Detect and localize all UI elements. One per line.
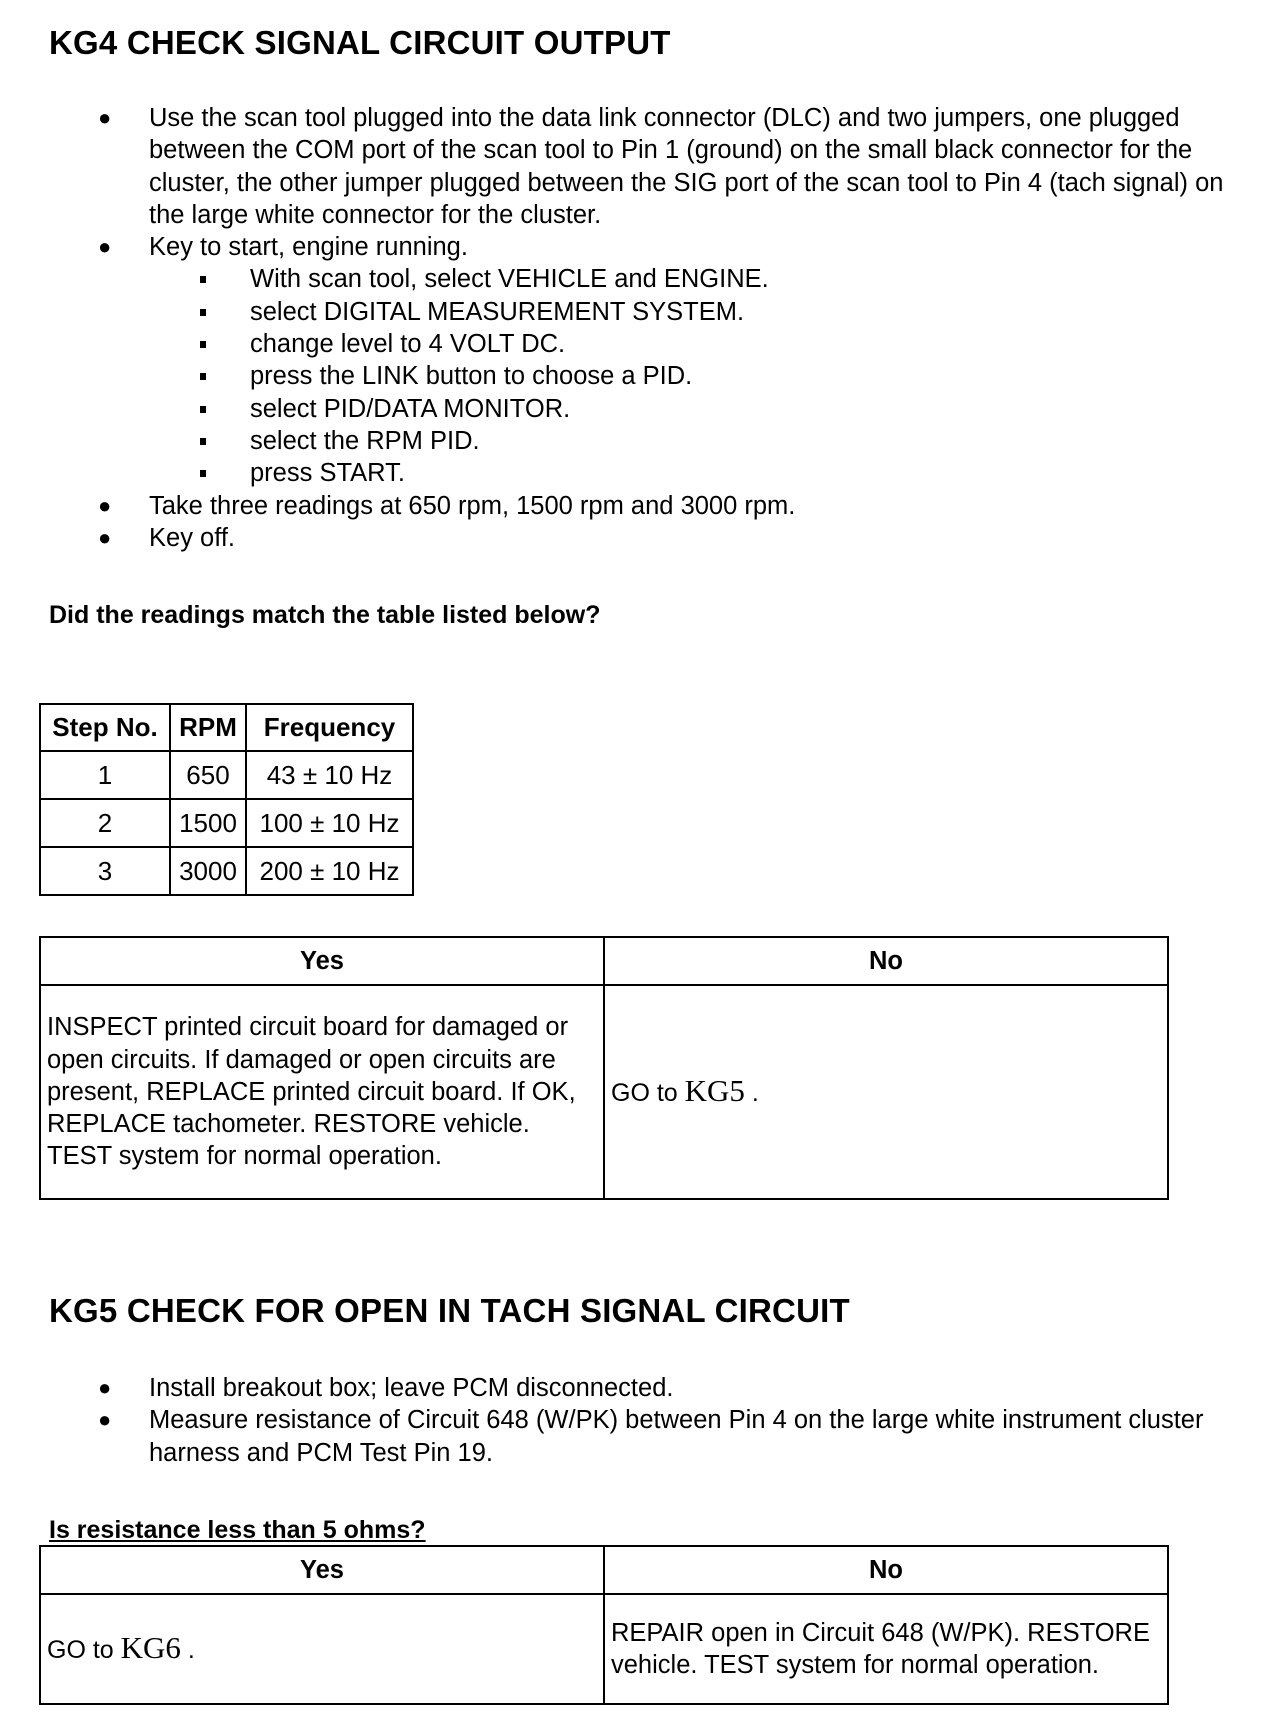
table-row <box>40 985 1168 1199</box>
list-item: ● Key off. <box>0 522 1249 554</box>
sub-list-item: press START. <box>0 457 1150 489</box>
goto-kg6-link[interactable]: KG6 <box>120 1629 181 1665</box>
kg5-yes-no-table <box>39 1545 1169 1705</box>
kg4-sub-step-list <box>149 263 1249 489</box>
goto-kg5-link[interactable]: KG5 <box>684 1072 745 1108</box>
kg5-step-list <box>0 1372 1249 1469</box>
no-header: No <box>604 937 1168 985</box>
kg4-question: Did the readings match the table listed below? <box>49 601 601 629</box>
kg4-heading: KG4 CHECK SIGNAL CIRCUIT OUTPUT <box>49 24 671 61</box>
no-action-cell: GO to KG5 . <box>604 985 1168 1199</box>
yes-header: Yes <box>40 1546 604 1594</box>
yes-action-cell: INSPECT printed circuit board for damaged or open circuits. If damaged or open circuits are present, REPLACE printed circuit board. If OK, REPLACE tachometer. RESTORE vehicle. TEST system for normal operation. <box>40 985 604 1199</box>
table-header-row <box>40 704 413 751</box>
bullet-icon: ● <box>98 105 112 130</box>
table-cell: 1500 <box>170 799 246 847</box>
table-cell: 1 <box>40 751 170 799</box>
sub-list-item: press the LINK button to choose a PID. <box>0 360 1150 392</box>
table-cell: 3000 <box>170 847 246 895</box>
list-item: ● Take three readings at 650 rpm, 1500 rpm and 3000 rpm. <box>0 490 1249 522</box>
table-cell: 100 ± 10 Hz <box>246 799 413 847</box>
bullet-icon: ● <box>98 1375 112 1400</box>
table-cell: 2 <box>40 799 170 847</box>
bullet-icon: ● <box>98 492 112 518</box>
column-header: RPM <box>170 704 246 751</box>
table-row <box>40 799 413 847</box>
table-cell: 3 <box>40 847 170 895</box>
sub-list-item: select PID/DATA MONITOR. <box>0 393 1150 425</box>
bullet-icon: ● <box>98 1407 112 1433</box>
table-cell: 43 ± 10 Hz <box>246 751 413 799</box>
sub-list-item: With scan tool, select VEHICLE and ENGINE. <box>0 263 1150 295</box>
table-cell: 200 ± 10 Hz <box>246 847 413 895</box>
square-bullet-icon <box>200 406 206 413</box>
no-action-cell: REPAIR open in Circuit 648 (W/PK). RESTORE vehicle. TEST system for normal operation. <box>604 1594 1168 1704</box>
table-row <box>40 751 413 799</box>
square-bullet-icon <box>200 341 206 348</box>
bullet-icon: ● <box>98 234 112 260</box>
table-header-row <box>40 937 1168 985</box>
table-row <box>40 847 413 895</box>
bullet-icon: ● <box>98 524 112 550</box>
square-bullet-icon <box>200 373 206 380</box>
column-header: Step No. <box>40 704 170 751</box>
sub-list-item: change level to 4 VOLT DC. <box>0 328 1150 360</box>
square-bullet-icon <box>200 470 206 477</box>
sub-list-item: select DIGITAL MEASUREMENT SYSTEM. <box>0 296 1150 328</box>
table-cell: 650 <box>170 751 246 799</box>
no-header: No <box>604 1546 1168 1594</box>
table-row <box>40 1594 1168 1704</box>
yes-action-cell: GO to KG6 . <box>40 1594 604 1704</box>
table-header-row <box>40 1546 1168 1594</box>
square-bullet-icon <box>200 276 206 283</box>
sub-list-item: select the RPM PID. <box>0 425 1150 457</box>
list-item: ● Key to start, engine running. With scan tool, select VEHICLE and ENGINE. select DIGITAL MEASUREMENT SYSTEM. change level to 4 VOLT DC. press the LINK button to choose a PID. select PID/DATA MONITOR. select the RPM PID. press START. <box>0 231 1249 489</box>
kg4-step-list <box>0 102 1249 554</box>
column-header: Frequency <box>246 704 413 751</box>
yes-header: Yes <box>40 937 604 985</box>
kg5-question: Is resistance less than 5 ohms? <box>49 1516 426 1544</box>
list-item: ● Measure resistance of Circuit 648 (W/PK) between Pin 4 on the large white instrument cluster harness and PCM Test Pin 19. <box>98 1406 1204 1467</box>
rpm-frequency-table <box>39 703 414 896</box>
square-bullet-icon <box>200 309 206 316</box>
square-bullet-icon <box>200 438 206 445</box>
list-item: ● Install breakout box; leave PCM disconnected. <box>0 1372 1249 1404</box>
kg4-yes-no-table <box>39 936 1169 1200</box>
list-item: ● Use the scan tool plugged into the data link connector (DLC) and two jumpers, one plugged between the COM port of the scan tool to Pin 1 (ground) on the small black connector for the cluster, the other jumper plugged between the SIG port of the scan tool to Pin 4 (tach signal) on the large white connector for the cluster. <box>98 104 1224 229</box>
kg5-heading: KG5 CHECK FOR OPEN IN TACH SIGNAL CIRCUIT <box>49 1292 850 1329</box>
